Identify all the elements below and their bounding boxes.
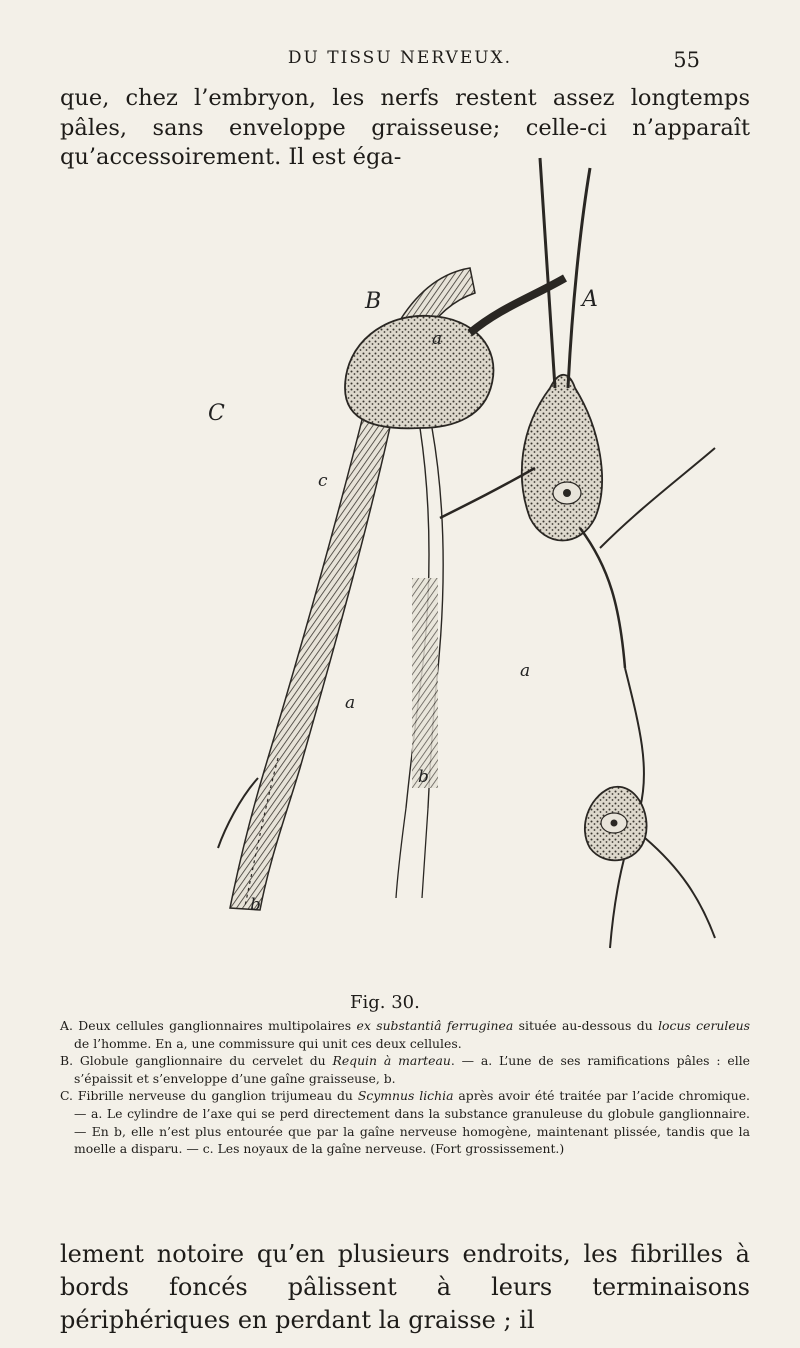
caption-text: après avoir été traitée par l’acide chromique. — a. Le cylindre de l’axe qui se perd directement dans la substance granuleuse du globule ganglionnaire. — En b, elle n’est plus entourée que par la gaîne nerveuse homogène, maintenant plissée, tandis que la moelle a disparu. — c. Les noyaux de la gaîne nerveuse. (Fort grossissement.) xyxy=(74,1088,750,1157)
caption-entry-b xyxy=(60,1052,750,1087)
figure-letter-A: A xyxy=(582,287,598,312)
figure-letter-c: c xyxy=(318,471,328,491)
figure-letter-a-left: a xyxy=(345,693,356,713)
figure-illustration xyxy=(170,148,740,978)
body-paragraph-top: que, chez l’embryon, les nerfs restent assez longtemps pâles, sans enveloppe graisseuse; celle-ci n’apparaît qu’accessoirement. Il est éga- xyxy=(60,85,750,171)
ganglion-cells-a xyxy=(440,158,715,948)
caption-text: . — a. L’une de ses ramifications pâles : elle s’épaissit et s’enveloppe d’une gaîne graisseuse, b. xyxy=(74,1053,750,1086)
figure-label: Fig. 30. xyxy=(350,992,420,1013)
caption-entry-c xyxy=(60,1087,750,1157)
caption-term: Requin à marteau xyxy=(332,1053,451,1069)
caption-letter: A. xyxy=(60,1018,73,1033)
figure-caption xyxy=(60,1017,750,1158)
ganglion-cell-b xyxy=(345,278,565,898)
figure-letter-a-right: a xyxy=(520,661,531,681)
figure-letter-a-top: a xyxy=(432,329,443,349)
running-title: DU TISSU NERVEUX. xyxy=(287,48,513,68)
body-paragraph-bottom: lement notoire qu’en plusieurs endroits, les fibrilles à bords foncés pâlissent à leurs terminaisons périphériques en perdant la graisse ; il xyxy=(60,1240,750,1335)
caption-term: locus ceruleus xyxy=(658,1018,750,1033)
figure-letter-b-left: b xyxy=(250,895,261,915)
figure-letter-C: C xyxy=(208,401,225,426)
caption-text: Deux cellules ganglionnaires multipolaires xyxy=(78,1018,357,1033)
figure-letter-b-center: b xyxy=(418,767,429,787)
caption-term: Scymnus lichia xyxy=(357,1088,454,1104)
page-number: 55 xyxy=(673,48,700,72)
figure-letter-B: B xyxy=(365,289,382,314)
caption-term: ex substantiâ ferruginea xyxy=(356,1018,514,1033)
caption-text: située au-dessous du xyxy=(513,1018,659,1033)
caption-entry-a xyxy=(60,1017,750,1052)
caption-text: Fibrille nerveuse du ganglion trijumeau du xyxy=(77,1088,358,1104)
caption-text: Globule ganglionnaire du cervelet du xyxy=(79,1053,333,1069)
page-header xyxy=(0,48,800,78)
caption-text: de l’homme. En a, une commissure qui unit ces deux cellules. xyxy=(74,1035,462,1051)
caption-letter: C. xyxy=(60,1088,73,1104)
caption-letter: B. xyxy=(60,1053,74,1069)
